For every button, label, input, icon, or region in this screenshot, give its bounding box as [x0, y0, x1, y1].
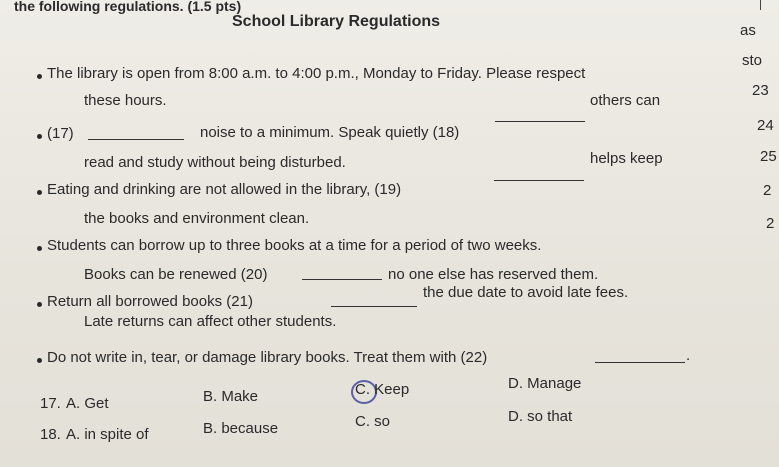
bullet [37, 302, 42, 307]
rule-3-line-1: Eating and drinking are not allowed in the library, (19) [47, 181, 402, 198]
edge-text: 25 [760, 148, 777, 165]
edge-text: as [740, 22, 756, 39]
blank-19[interactable] [494, 180, 584, 181]
edge-text: sto [742, 52, 763, 69]
rule-5-line-2: Late returns can affect other students. [84, 313, 337, 330]
rule-5-line-1: Return all borrowed books (21) [47, 293, 253, 310]
bullet [37, 246, 42, 251]
rule-2-line-2: read and study without being disturbed. [84, 154, 346, 171]
blank-17-label: (17) [47, 125, 74, 142]
intro-line: the following regulations. (1.5 pts) [14, 0, 242, 14]
question-18-option-c[interactable]: C. so [355, 413, 391, 430]
rule-6-end: . [686, 347, 691, 364]
edge-text: 2 [763, 182, 772, 199]
rule-4-line-1: Students can borrow up to three books at a time for a period of two weeks. [47, 237, 542, 254]
question-17-option-b[interactable]: B. Make [203, 388, 259, 405]
question-17-option-c[interactable]: C. Keep [355, 381, 410, 398]
rule-3-text-b: helps keep [590, 150, 663, 167]
bullet [37, 358, 42, 363]
question-17-option-d[interactable]: D. Manage [508, 375, 582, 392]
blank-20[interactable] [302, 279, 382, 280]
question-18-number: 18. [40, 426, 61, 443]
edge-text: 24 [757, 117, 774, 134]
blank-21[interactable] [331, 306, 417, 307]
rule-6-line-1: Do not write in, tear, or damage library books. Treat them with (22) [47, 349, 488, 366]
question-17-number: 17. [40, 395, 61, 412]
blank-22[interactable] [595, 362, 685, 363]
bullet [37, 190, 42, 195]
bullet [37, 74, 42, 79]
rule-3-line-2: the books and environment clean. [84, 210, 310, 227]
question-18-option-a[interactable]: A. in spite of [66, 426, 149, 443]
rule-2-text: noise to a minimum. Speak quietly (18) [200, 124, 460, 141]
edge-text: 2 [766, 215, 775, 232]
blank-18[interactable] [495, 121, 585, 122]
rule-2-text-b: others can [590, 92, 661, 109]
question-18-option-d[interactable]: D. so that [508, 408, 573, 425]
bullet [37, 134, 42, 139]
question-18-option-b[interactable]: B. because [203, 420, 279, 437]
question-17-option-a[interactable]: A. Get [66, 395, 109, 412]
rule-1-line-1: The library is open from 8:00 a.m. to 4:00 p.m., Monday to Friday. Please respect [47, 65, 586, 82]
rule-4-line-2: Books can be renewed (20) [84, 266, 268, 283]
rule-5-text-b: the due date to avoid late fees. [423, 284, 629, 301]
rule-1-line-2: these hours. [84, 92, 167, 109]
page-title: School Library Regulations [232, 13, 441, 30]
edge-text: 23 [752, 82, 769, 99]
blank-17[interactable] [88, 139, 184, 140]
rule-4-text-c: no one else has reserved them. [388, 266, 599, 283]
edge-mark [760, 0, 761, 10]
